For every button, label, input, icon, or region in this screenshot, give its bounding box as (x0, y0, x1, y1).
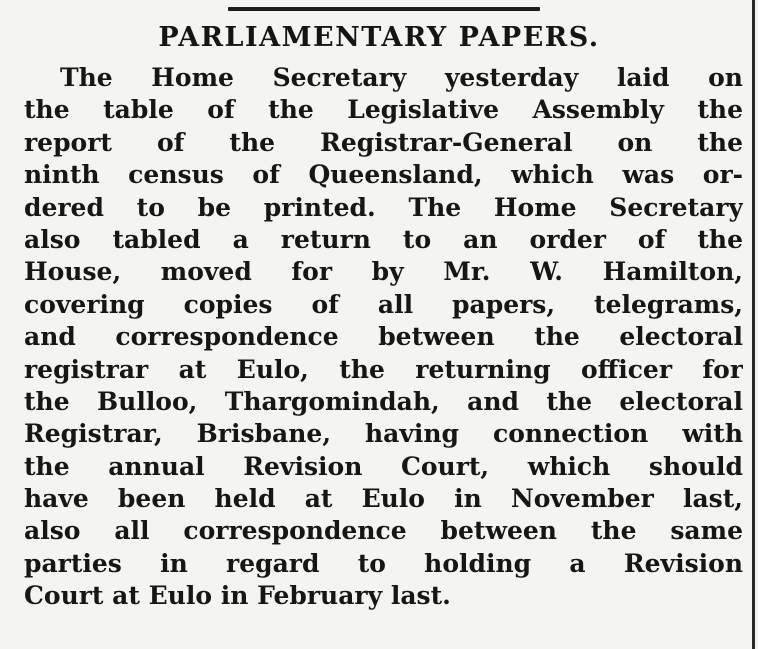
article-line: parties in regard to holding a Revision (24, 548, 743, 578)
top-rule-divider (228, 7, 540, 11)
article-line: dered to be printed. The Home Secretary (24, 192, 743, 222)
article-line: also tabled a return to an order of the (24, 224, 743, 254)
article-line: House, moved for by Mr. W. Hamilton, (24, 257, 743, 287)
column-rule (752, 0, 755, 649)
article-line: registrar at Eulo, the returning officer for (24, 354, 743, 384)
article-line: covering copies of all papers, telegrams, (24, 289, 743, 319)
article-line: The Home Secretary yesterday laid on (60, 63, 743, 92)
article-line: the Bulloo, Thargomindah, and the electoral (24, 386, 743, 416)
article-line: Registrar, Brisbane, having connection with (24, 419, 743, 449)
article-line: have been held at Eulo in November last, (24, 484, 743, 514)
article-line: the table of the Legislative Assembly the (24, 95, 743, 125)
article-body (24, 62, 743, 613)
article-line: and correspondence between the electoral (24, 322, 743, 352)
article-line: Court at Eulo in February last. (24, 581, 451, 611)
headline: PARLIAMENTARY PAPERS. (158, 22, 600, 53)
article-line: report of the Registrar-General on the (24, 127, 743, 157)
article-line: the annual Revision Court, which should (24, 451, 743, 481)
article-line: ninth census of Queensland, which was or- (24, 160, 743, 190)
article-line: also all correspondence between the same (24, 516, 743, 546)
